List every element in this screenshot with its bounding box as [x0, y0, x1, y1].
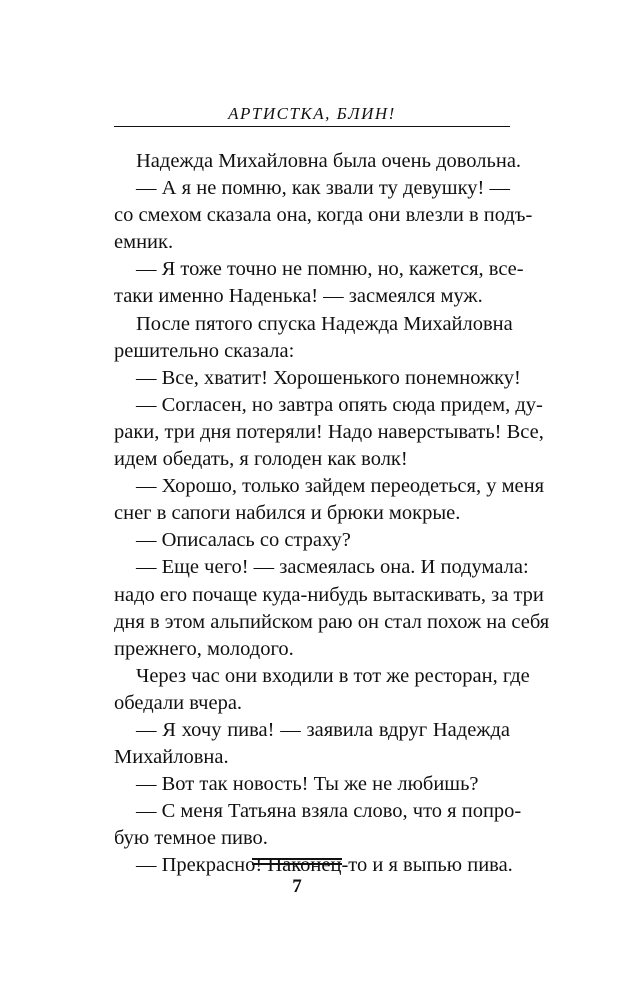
- text-line: раки, три дня потеряли! Надо наверстывать! Все,: [114, 420, 544, 443]
- text-line: прежнего, молодого.: [114, 637, 294, 660]
- text-line: дня в этом альпийском раю он стал похож на себя: [114, 610, 550, 633]
- text-line: со смехом сказала она, когда они влезли в подъ-: [114, 204, 533, 227]
- page-number: 7: [292, 876, 302, 897]
- running-head: АРТИСТКА, БЛИН!: [228, 104, 396, 123]
- text-line: — С меня Татьяна взяла слово, что я попро-: [136, 800, 522, 823]
- footer-rule-bottom: [252, 863, 342, 865]
- text-line: — Хорошо, только зайдем переодеться, у меня: [136, 475, 545, 498]
- text-line: идем обедать, я голоден как волк!: [114, 448, 408, 471]
- text-line: — Вот так новость! Ты же не любишь?: [136, 773, 479, 796]
- text-line: Через час они входили в тот же ресторан, где: [136, 664, 530, 687]
- text-line: — Я тоже точно не помню, но, кажется, все-: [136, 258, 524, 281]
- footer-rule-top: [252, 858, 342, 860]
- text-line: — А я не помню, как звали ту девушку! —: [136, 177, 510, 200]
- text-line: — Еще чего! — засмеялась она. И подумала:: [136, 556, 529, 579]
- text-line: Надежда Михайловна была очень довольна.: [136, 150, 522, 172]
- text-line: — Все, хватит! Хорошенького понемножку!: [136, 366, 521, 389]
- header-rule: [114, 126, 510, 127]
- text-line: Михайловна.: [114, 746, 229, 769]
- text-line: — Описалась со страху?: [136, 529, 351, 552]
- text-line: снег в сапоги набился и брюки мокрые.: [114, 502, 461, 525]
- text-line: обедали вчера.: [114, 691, 243, 714]
- text-line: После пятого спуска Надежда Михайловна: [136, 312, 513, 335]
- text-line: бую темное пиво.: [114, 827, 268, 850]
- text-line: — Я хочу пива! — заявила вдруг Надежда: [136, 718, 510, 741]
- text-line: — Прекрасно! Наконец-то и я выпью пива.: [136, 854, 513, 877]
- text-line: решительно сказала:: [114, 339, 295, 362]
- body-text: [114, 148, 550, 880]
- text-line: таки именно Наденька! — засмеялся муж.: [114, 285, 483, 308]
- text-line: надо его почаще куда-нибудь вытаскивать, за три: [114, 583, 544, 606]
- text-line: емник.: [114, 231, 174, 254]
- text-line: — Согласен, но завтра опять сюда придем, ду-: [136, 393, 543, 416]
- footer-double-rule: [252, 858, 342, 865]
